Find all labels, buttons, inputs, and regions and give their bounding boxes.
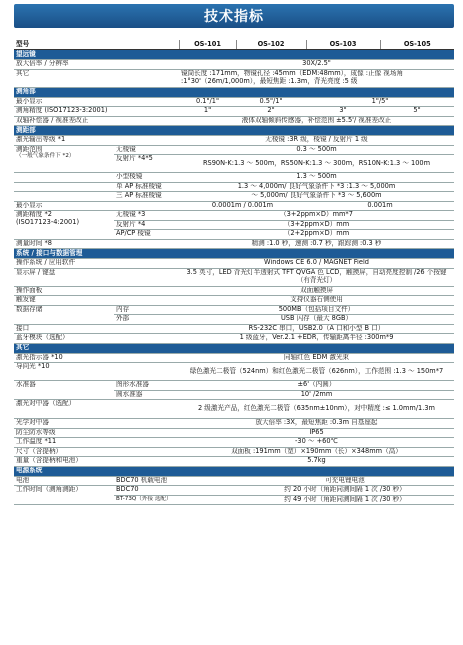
table-row: 测角精度 (ISO17123-3:2001) 1" 2" 3" 5" bbox=[14, 107, 454, 117]
section-distance: 测距部 bbox=[14, 126, 454, 136]
table-row: 激光指示器 *10 同轴红色 EDM 激光束 bbox=[14, 353, 454, 363]
table-row: 工作温度 *11 -30 ～ +60℃ bbox=[14, 438, 454, 448]
table-row: 显示屏 / 键盘 3.5 英寸，LED 背光灯半透射式 TFT QVGA 色 LCD，触摸屏，自动亮度控制 /26 个按键（有背光灯） bbox=[14, 268, 454, 286]
table-row: BT-73Q（外接 选配） 约 49 小时（角距同测间隔 1 次 /30 秒） bbox=[14, 495, 454, 505]
table-row: 最小显示 0.0001m / 0.001m 0.001m bbox=[14, 201, 454, 211]
table-row: 防尘防水等级 IP65 bbox=[14, 428, 454, 438]
table-row: 触发键 支持仪器右侧使用 bbox=[14, 296, 454, 306]
table-row: 电池 BDC70 机载电池 可充电锂电池 bbox=[14, 476, 454, 486]
table-row: 三 AP 标准棱镜 ～ 5,000m/ 良好气象条件下 *3 ～ 5,600m bbox=[14, 192, 454, 202]
table-row: 单 AP 标准棱镜 1.3 ～ 4,000m/ 良好气象条件下 *3 :1.3 ～ 5,000m bbox=[14, 182, 454, 192]
table-row: 水准器 图形水准器 ±6'（内圆） bbox=[14, 381, 454, 391]
table-row: 反射片 *4 （3+2ppm×D）mm bbox=[14, 220, 454, 230]
model-os-105: OS-105 bbox=[380, 40, 454, 50]
table-row: 反射片 *4*5 RS90N-K:1.3 ～ 500m，RS50N-K:1.3 ～ 300m，RS10N-K:1.3 ～ 100m bbox=[14, 155, 454, 173]
table-row: AP/CP 棱镜 （2+2ppm×D）mm bbox=[14, 230, 454, 240]
table-row: 重量（含提柄和电池） 5.7kg bbox=[14, 457, 454, 467]
section-power: 电源系统 bbox=[14, 466, 454, 476]
table-row: 蓝牙模块（选配） 1 级蓝牙，Ver.2.1 +EDR，传输距离半径 :300m*9 bbox=[14, 334, 454, 344]
table-row: 数据存储 内存 500MB（包括项目文件） bbox=[14, 305, 454, 315]
table-row: 操作面板 双面触摸屏 bbox=[14, 286, 454, 296]
model-os-101: OS-101 bbox=[179, 40, 236, 50]
table-row: 其它 镜筒长度 :171mm，物镜孔径 :45mm（EDM:48mm），成像 :正像 视场角 :1°30'（26m/1,000m），最短焦距 :1.3m，背光亮度 :5 级 bbox=[14, 69, 454, 87]
table-row: 测距精度 *2 (ISO17123-4:2001) 无棱镜 *3 （3+2ppm×D）mm*7 bbox=[14, 211, 454, 221]
table-row: 小型棱镜 1.3 ～ 500m bbox=[14, 173, 454, 183]
model-label: 型号 bbox=[14, 40, 179, 50]
model-os-102: OS-102 bbox=[236, 40, 306, 50]
section-angle: 测角部 bbox=[14, 87, 454, 97]
table-row: 圆水准器 10' /2mm bbox=[14, 390, 454, 400]
table-row: 激光输出等级 *1 无棱镜 :3R 级，棱镜 / 反射片 1 级 bbox=[14, 136, 454, 146]
section-telescope: 望远镜 bbox=[14, 50, 454, 60]
title-bar bbox=[14, 4, 454, 28]
table-row: 接口 RS-232C 串口，USB2.0（A 口和小型 B 口） bbox=[14, 324, 454, 334]
table-row: 光学对中器 放大倍率 :3X，最短焦距 :0.3m 自基座起 bbox=[14, 419, 454, 429]
table-row: 导向光 *10 绿色激光二极管（524nm）和红色激光二极管（626nm），工作范围 :1.3 ～ 150m*7 bbox=[14, 363, 454, 381]
table-row: 操作系统 / 应用软件 Windows CE 6.0 / MAGNET Field bbox=[14, 259, 454, 269]
spec-table bbox=[14, 40, 454, 505]
model-os-103: OS-103 bbox=[306, 40, 380, 50]
page-title: 技术指标 bbox=[204, 9, 264, 25]
table-row: 尺寸（含提柄） 双面板 :191mm（宽）×190mm（长）×348mm（高） bbox=[14, 447, 454, 457]
section-system: 系统 / 接口与数据管理 bbox=[14, 249, 454, 259]
table-row: 外部 USB 闪存（最大 8GB） bbox=[14, 315, 454, 325]
table-header-row bbox=[14, 40, 454, 50]
table-row: 最小显示 0.1"/1" 0.5"/1" 1"/5" bbox=[14, 97, 454, 107]
table-row: 激光对中器（选配） 2 级激光产品，红色激光二极管（635nm±10nm），对中精度 :≤ 1.0mm/1.3m bbox=[14, 400, 454, 419]
table-row: 放大倍率 / 分辨率 30X/2.5" bbox=[14, 60, 454, 70]
table-row: 双轴补偿器 / 视准差改正 液体双轴倾斜传感器，补偿范围 ±5.5'/ 视准差改正 bbox=[14, 116, 454, 126]
table-row: 测量时间 *8 精测 :1.0 秒，速测 :0.7 秒，跟踪测 :0.3 秒 bbox=[14, 239, 454, 249]
section-other: 其它 bbox=[14, 343, 454, 353]
table-row: 工作时间（测角测距） BDC70 约 20 小时（角距同测间隔 1 次 /30 秒） bbox=[14, 486, 454, 496]
table-row: 测距范围 （一般气象条件下 *2） 无棱镜 0.3 ～ 500m bbox=[14, 145, 454, 155]
